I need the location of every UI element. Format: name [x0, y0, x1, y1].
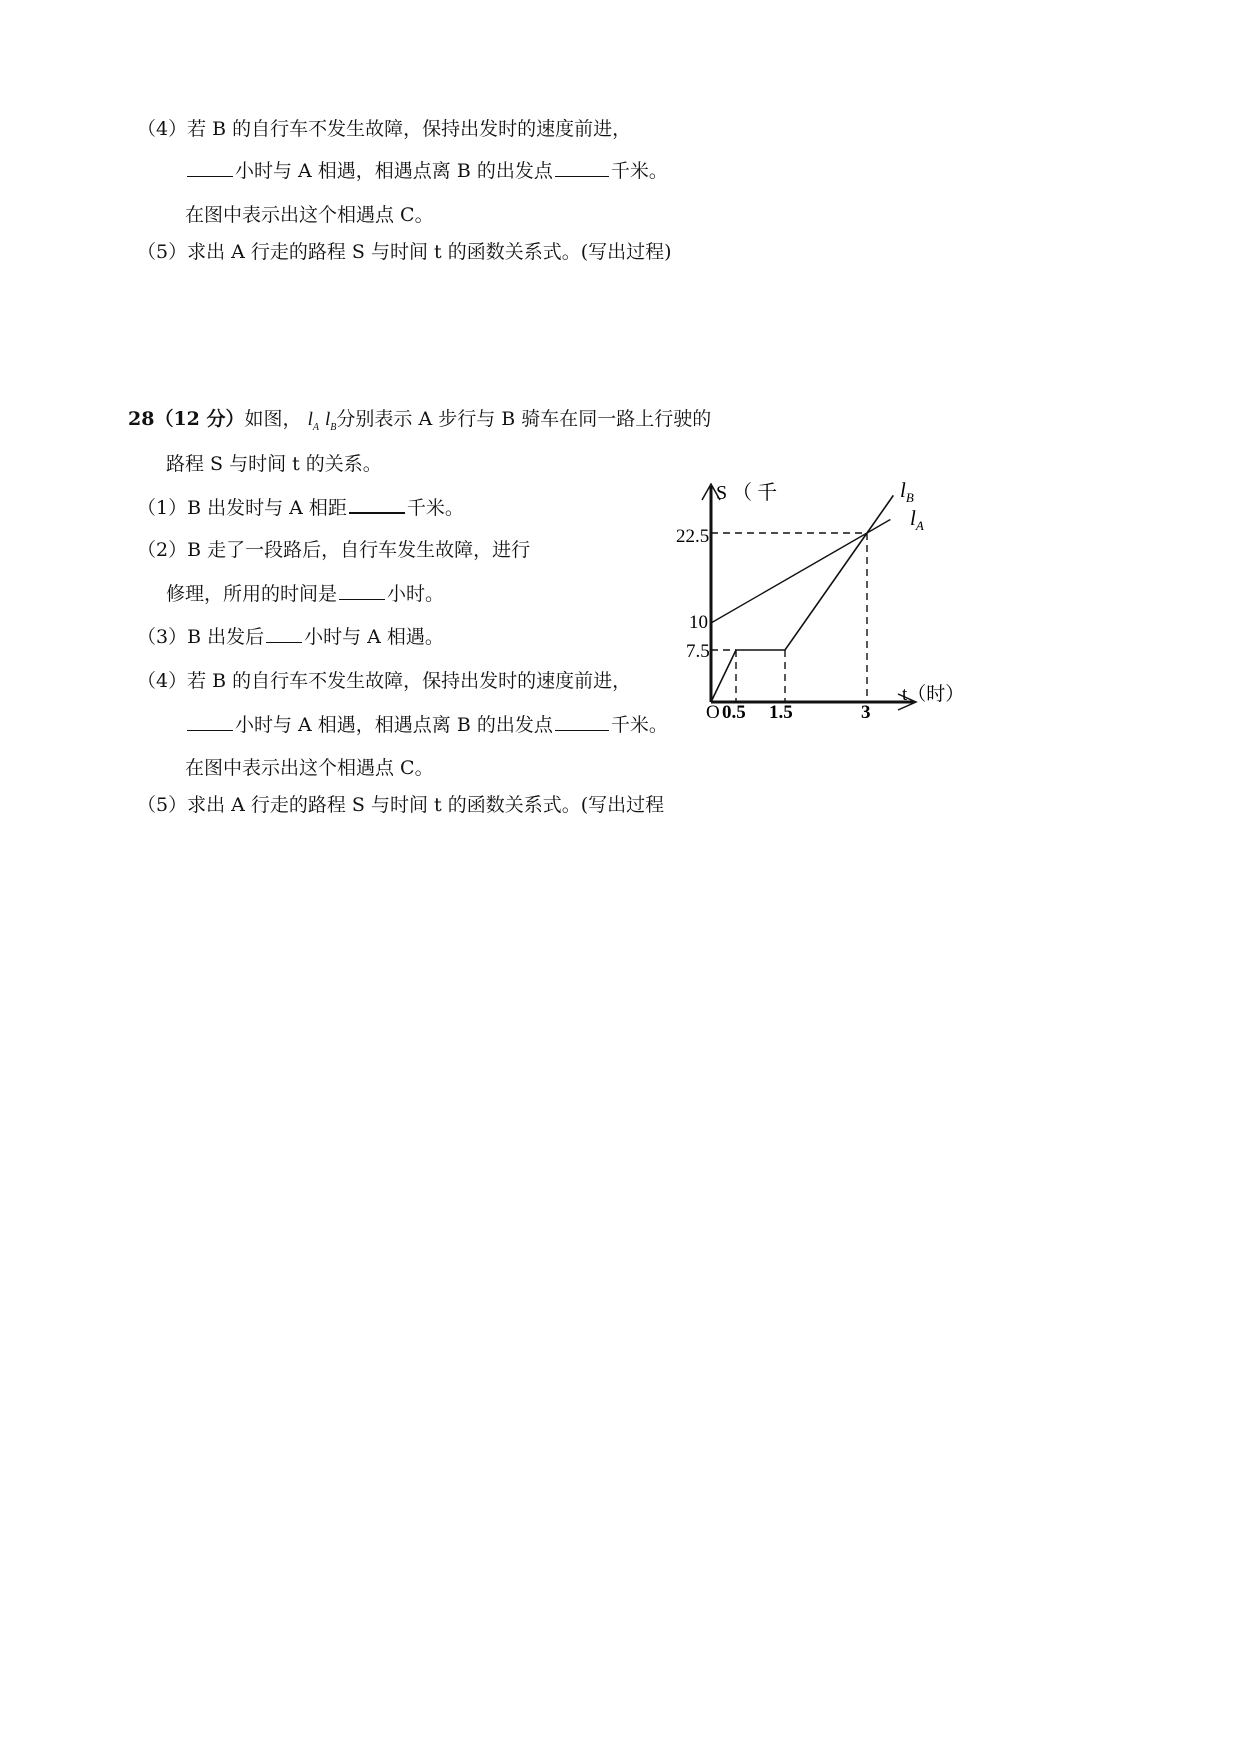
- lA-symbol: $l_A$: [307, 409, 319, 433]
- lB-label: $l_B$: [900, 478, 914, 505]
- q28-part2-line2: 修理，所用的时间是 小时。: [166, 583, 445, 605]
- q28-part5: （5）求出 A 行走的路程 S 与时间 t 的函数关系式。(写出过程: [137, 794, 665, 816]
- y-axis-label: S （ 千: [716, 482, 778, 504]
- x-tick-label: 3: [861, 702, 871, 723]
- block1-q4-line3: 在图中表示出这个相遇点 C。: [185, 204, 434, 226]
- q28-part3: （3）B 出发后 小时与 A 相遇。: [137, 626, 444, 648]
- origin-label: O: [706, 702, 720, 723]
- q28-intro-line2: 路程 S 与时间 t 的关系。: [166, 453, 382, 475]
- question-points: （12 分）: [154, 408, 245, 430]
- q28-part1: （1）B 出发时与 A 相距 千米。: [137, 494, 464, 521]
- q28-part4-line2: 小时与 A 相遇，相遇点离 B 的出发点 千米。: [185, 712, 668, 738]
- y-tick-label: 10: [689, 612, 708, 633]
- q28-part4-line1: （4）若 B 的自行车不发生故障，保持出发时的速度前进，: [137, 670, 632, 692]
- q28-part4-line3: 在图中表示出这个相遇点 C。: [185, 757, 434, 779]
- y-tick-label: 7.5: [686, 641, 710, 662]
- x-tick-label: 1.5: [769, 702, 793, 723]
- block1-q5: （5）求出 A 行走的路程 S 与时间 t 的函数关系式。(写出过程): [137, 241, 672, 263]
- y-tick-label: 22.5: [676, 526, 710, 547]
- series-lines: [711, 495, 893, 702]
- block1-q4-line2: 小时与 A 相遇，相遇点离 B 的出发点 千米。: [185, 158, 668, 184]
- question-number: 28: [128, 408, 155, 430]
- series-lB-line: [711, 495, 893, 702]
- q28-heading: 28（12 分）如图， $l_A$ $l_B$分别表示 A 步行与 B 骑车在同一路上行驶的: [128, 408, 712, 433]
- q28-part2-line1: （2）B 走了一段路后，自行车发生故障，进行: [137, 539, 531, 561]
- guide-lines: [711, 533, 867, 702]
- block1-q4-line1: （4）若 B 的自行车不发生故障，保持出发时的速度前进，: [137, 118, 632, 140]
- series-lA-line: [711, 520, 890, 624]
- lB-symbol: $l_B$: [325, 409, 337, 433]
- x-axis-label: t（时）: [902, 684, 965, 705]
- lA-label: $l_A$: [910, 506, 924, 533]
- x-tick-label: 0.5: [722, 702, 746, 723]
